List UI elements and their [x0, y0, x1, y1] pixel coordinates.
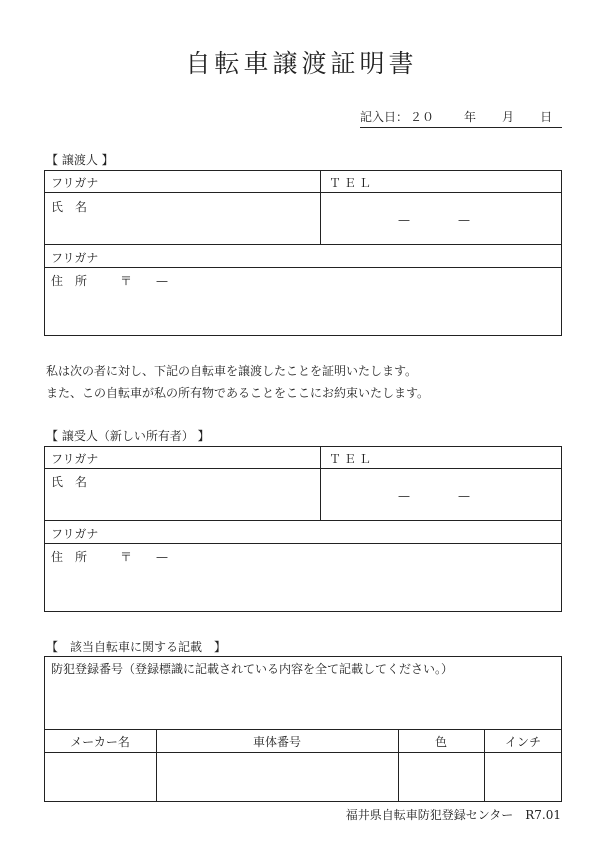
transferee-tel-field[interactable]: — — — [398, 489, 471, 503]
date-day[interactable]: 日 — [540, 110, 553, 124]
footer-issuer: 福井県自転車防犯登録センター R7.01 — [345, 808, 561, 822]
transferee-postal-field[interactable]: 〒 — — [120, 550, 169, 564]
transferor-address-label: 住 所 — [51, 274, 88, 288]
date-month[interactable]: 月 — [502, 110, 515, 124]
transferor-name-label: 氏 名 — [51, 200, 88, 214]
divider — [320, 446, 321, 521]
divider — [320, 170, 321, 245]
transferor-tel-field[interactable]: — — — [398, 213, 471, 227]
transferor-tel-label: ＴＥＬ — [329, 176, 375, 190]
transferee-tel-label: ＴＥＬ — [329, 452, 375, 466]
transferee-table — [44, 446, 562, 612]
divider — [44, 520, 562, 521]
transferor-furigana2-label: フリガナ — [51, 251, 99, 265]
column-header-frame-number: 車体番号 — [252, 735, 301, 749]
transferee-furigana-label: フリガナ — [51, 452, 99, 466]
transferee-address-label: 住 所 — [51, 550, 88, 564]
date-year[interactable]: 年 — [464, 110, 477, 124]
transferor-table — [44, 170, 562, 336]
statement-line-1: 私は次の者に対し、下記の自転車を譲渡したことを証明いたします。 — [46, 364, 418, 378]
divider — [44, 244, 562, 245]
inch-field[interactable] — [485, 753, 561, 801]
date-era[interactable]: ２０ — [410, 110, 435, 124]
transferor-postal-field[interactable]: 〒 — — [120, 274, 169, 288]
frame-number-field[interactable] — [157, 753, 397, 801]
transferee-furigana2-label: フリガナ — [51, 527, 99, 541]
column-header-color: 色 — [434, 735, 447, 749]
divider — [44, 192, 562, 193]
page-title: 自転車譲渡証明書 — [185, 49, 418, 78]
transferor-heading: 【 譲渡人 】 — [46, 153, 114, 167]
divider — [44, 543, 562, 544]
transferee-name-label: 氏 名 — [51, 475, 88, 489]
maker-field[interactable] — [45, 753, 155, 801]
divider — [44, 468, 562, 469]
registration-number-field[interactable] — [46, 678, 560, 728]
transferee-heading: 【 譲受人（新しい所有者） 】 — [46, 429, 210, 443]
divider — [44, 267, 562, 268]
column-header-maker: メーカー名 — [70, 735, 130, 749]
entry-date — [360, 108, 562, 128]
bicycle-heading: 【 該当自転車に関する記載 】 — [46, 640, 227, 654]
registration-number-label: 防犯登録番号（登録標識に記載されている内容を全て記載してください。） — [51, 662, 454, 676]
color-field[interactable] — [399, 753, 483, 801]
transferor-furigana-label: フリガナ — [51, 176, 99, 190]
date-label: 記入日： — [360, 110, 409, 124]
column-header-inch: インチ — [504, 735, 541, 749]
statement-line-2: また、この自転車が私の所有物であることをここにお約束いたします。 — [46, 386, 430, 400]
